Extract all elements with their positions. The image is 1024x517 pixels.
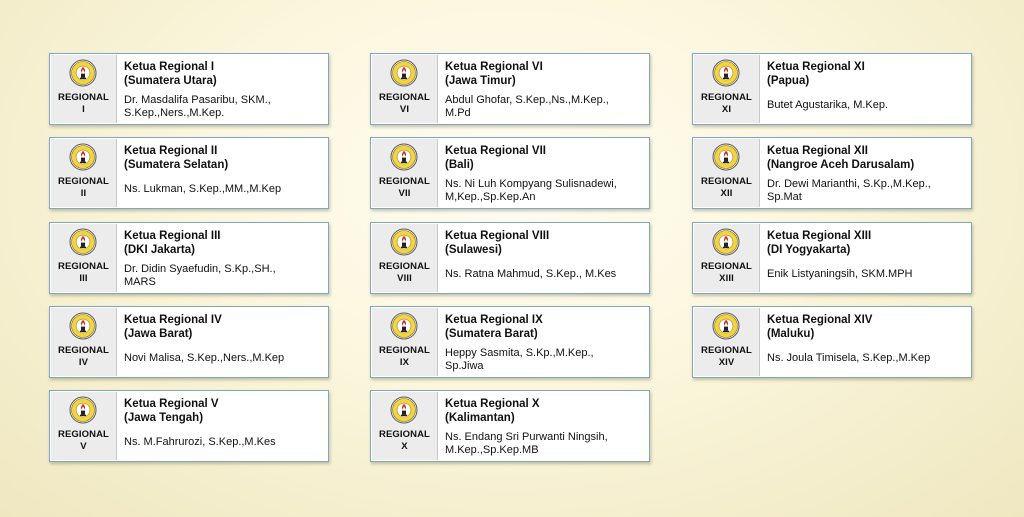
leader-name-line1: Dr. Didin Syaefudin, S.Kp.,SH., xyxy=(124,263,276,275)
leader-name xyxy=(124,263,324,289)
leader-name xyxy=(767,99,967,112)
organization-logo-icon xyxy=(69,228,97,256)
leader-name xyxy=(767,352,967,365)
badge-regional-number: VIII xyxy=(397,273,412,284)
leader-name xyxy=(124,94,324,120)
regional-card xyxy=(49,306,329,378)
regional-card xyxy=(692,53,972,125)
leader-name-line1: Dr. Masdalifa Pasaribu, SKM., xyxy=(124,94,271,106)
badge-regional-word: REGIONAL xyxy=(379,261,430,272)
card-title xyxy=(445,144,546,172)
badge-regional-number: VII xyxy=(398,188,411,199)
regional-badge xyxy=(51,308,117,376)
organization-logo-icon xyxy=(390,59,418,87)
card-title xyxy=(445,313,543,341)
organization-logo-icon xyxy=(69,59,97,87)
leader-name xyxy=(445,178,645,204)
badge-regional-word: REGIONAL xyxy=(701,345,752,356)
card-title-line1: Ketua Regional I xyxy=(124,61,215,73)
regional-card xyxy=(370,222,650,294)
regional-card xyxy=(49,137,329,209)
card-title-line2: (Kalimantan) xyxy=(445,412,515,424)
card-title-line1: Ketua Regional VIII xyxy=(445,230,550,242)
leader-name xyxy=(124,436,324,449)
card-title xyxy=(445,397,540,425)
badge-regional-word: REGIONAL xyxy=(701,261,752,272)
leader-name-line2: M,Kep.,Sp.Kep.An xyxy=(445,191,536,203)
card-title-line2: (Maluku) xyxy=(767,328,815,340)
badge-regional-word: REGIONAL xyxy=(701,92,752,103)
leader-name-line2: Sp.Mat xyxy=(767,191,802,203)
badge-regional-number: XIII xyxy=(719,273,734,284)
card-title xyxy=(767,313,872,341)
regional-card xyxy=(370,137,650,209)
regional-card xyxy=(370,390,650,462)
card-title-line2: (Jawa Tengah) xyxy=(124,412,204,424)
badge-regional-word: REGIONAL xyxy=(379,176,430,187)
card-title-line1: Ketua Regional IV xyxy=(124,314,222,326)
card-title-line1: Ketua Regional XII xyxy=(767,145,868,157)
card-title xyxy=(124,60,217,88)
leader-name xyxy=(767,178,967,204)
card-title-line1: Ketua Regional III xyxy=(124,230,221,242)
regional-badge xyxy=(51,392,117,460)
card-title-line2: (DKI Jakarta) xyxy=(124,244,195,256)
leader-name-line1: Ns. M.Fahrurozi, S.Kep.,M.Kes xyxy=(124,436,276,448)
card-title-line1: Ketua Regional XI xyxy=(767,61,865,73)
leader-name-line1: Ns. Lukman, S.Kep.,MM.,M.Kep xyxy=(124,183,282,195)
leader-name xyxy=(445,347,645,373)
card-title-line2: (DI Yogyakarta) xyxy=(767,244,851,256)
card-title-line2: (Jawa Timur) xyxy=(445,75,516,87)
leader-name xyxy=(124,352,324,365)
card-title-line2: (Sumatera Selatan) xyxy=(124,159,229,171)
leader-name-line2: M.Pd xyxy=(445,107,471,119)
regional-card xyxy=(692,222,972,294)
card-title xyxy=(767,60,865,88)
organization-logo-icon xyxy=(69,312,97,340)
card-title-line2: (Papua) xyxy=(767,75,810,87)
badge-regional-word: REGIONAL xyxy=(58,176,109,187)
organization-logo-icon xyxy=(712,312,740,340)
regional-badge xyxy=(694,308,760,376)
regional-card xyxy=(370,306,650,378)
leader-name-line1: Dr. Dewi Marianthi, S.Kp.,M.Kep., xyxy=(767,178,931,190)
leader-name-line2: S.Kep.,Ners.,M.Kep. xyxy=(124,107,225,119)
badge-regional-number: XIV xyxy=(718,357,735,368)
card-title xyxy=(124,229,221,257)
badge-regional-number: IX xyxy=(399,357,410,368)
card-title-line1: Ketua Regional XIV xyxy=(767,314,873,326)
regional-badge xyxy=(694,139,760,207)
regional-card xyxy=(49,222,329,294)
card-title xyxy=(124,313,222,341)
regional-badge xyxy=(51,55,117,123)
card-title-line2: (Nangroe Aceh Darusalam) xyxy=(767,159,915,171)
card-title-line1: Ketua Regional VI xyxy=(445,61,543,73)
badge-regional-number: III xyxy=(79,273,88,284)
regional-card xyxy=(692,137,972,209)
regional-badge xyxy=(372,392,438,460)
badge-regional-word: REGIONAL xyxy=(58,429,109,440)
leader-name xyxy=(124,183,324,196)
regional-card xyxy=(49,53,329,125)
card-title xyxy=(445,60,543,88)
organization-logo-icon xyxy=(712,228,740,256)
badge-regional-number: II xyxy=(80,188,87,199)
card-title-line2: (Sulawesi) xyxy=(445,244,502,256)
card-title xyxy=(124,397,219,425)
card-title-line2: (Sumatera Barat) xyxy=(445,328,538,340)
card-title-line1: Ketua Regional VII xyxy=(445,145,546,157)
badge-regional-number: I xyxy=(82,104,85,115)
leader-name-line1: Butet Agustarika, M.Kep. xyxy=(767,99,889,111)
organization-logo-icon xyxy=(712,143,740,171)
leader-name-line1: Ns. Endang Sri Purwanti Ningsih, xyxy=(445,431,608,443)
badge-regional-number: VI xyxy=(399,104,410,115)
card-title-line1: Ketua Regional II xyxy=(124,145,218,157)
card-title xyxy=(767,144,914,172)
card-title-line1: Ketua Regional XIII xyxy=(767,230,872,242)
leader-name xyxy=(445,431,645,457)
regional-badge xyxy=(51,224,117,292)
leader-name-line1: Novi Malisa, S.Kep.,Ners.,M.Kep xyxy=(124,352,285,364)
organization-logo-icon xyxy=(712,59,740,87)
badge-regional-word: REGIONAL xyxy=(701,176,752,187)
badge-regional-word: REGIONAL xyxy=(58,345,109,356)
leader-name-line1: Abdul Ghofar, S.Kep.,Ns.,M.Kep., xyxy=(445,94,609,106)
regional-card xyxy=(692,306,972,378)
badge-regional-word: REGIONAL xyxy=(58,92,109,103)
card-title-line1: Ketua Regional X xyxy=(445,398,540,410)
card-title xyxy=(124,144,228,172)
leader-name-line1: Enik Listyaningsih, SKM.MPH xyxy=(767,268,913,280)
regional-badge xyxy=(372,139,438,207)
card-title-line1: Ketua Regional V xyxy=(124,398,219,410)
badge-regional-number: XII xyxy=(720,188,733,199)
badge-regional-word: REGIONAL xyxy=(379,429,430,440)
organization-logo-icon xyxy=(390,396,418,424)
regional-badge xyxy=(694,55,760,123)
organization-logo-icon xyxy=(390,143,418,171)
leader-name-line2: M.Kep.,Sp.Kep.MB xyxy=(445,444,539,456)
card-title-line2: (Sumatera Utara) xyxy=(124,75,217,87)
card-title-line2: (Jawa Barat) xyxy=(124,328,193,340)
badge-regional-number: X xyxy=(401,441,408,452)
badge-regional-number: V xyxy=(80,441,87,452)
badge-regional-word: REGIONAL xyxy=(379,345,430,356)
leader-name-line1: Heppy Sasmita, S.Kp.,M.Kep., xyxy=(445,347,594,359)
badge-regional-number: XI xyxy=(721,104,732,115)
organization-logo-icon xyxy=(390,228,418,256)
regional-badge xyxy=(51,139,117,207)
regional-badge xyxy=(372,55,438,123)
organization-logo-icon xyxy=(390,312,418,340)
regional-card xyxy=(370,53,650,125)
leader-name-line1: Ns. Ratna Mahmud, S.Kep., M.Kes xyxy=(445,268,617,280)
leader-name xyxy=(445,94,645,120)
badge-regional-number: IV xyxy=(78,357,89,368)
leader-name xyxy=(767,268,967,281)
card-title xyxy=(767,229,871,257)
leader-name xyxy=(445,268,645,281)
card-title xyxy=(445,229,549,257)
card-title-line2: (Bali) xyxy=(445,159,474,171)
badge-regional-word: REGIONAL xyxy=(58,261,109,272)
organization-logo-icon xyxy=(69,143,97,171)
regional-badge xyxy=(372,308,438,376)
regional-badge xyxy=(372,224,438,292)
badge-regional-word: REGIONAL xyxy=(379,92,430,103)
regional-badge xyxy=(694,224,760,292)
leader-name-line2: MARS xyxy=(124,276,156,288)
organization-logo-icon xyxy=(69,396,97,424)
regional-card xyxy=(49,390,329,462)
card-title-line1: Ketua Regional IX xyxy=(445,314,543,326)
leader-name-line1: Ns. Joula Timisela, S.Kep.,M.Kep xyxy=(767,352,931,364)
leader-name-line1: Ns. Ni Luh Kompyang Sulisnadewi, xyxy=(445,178,617,190)
leader-name-line2: Sp.Jiwa xyxy=(445,360,484,372)
